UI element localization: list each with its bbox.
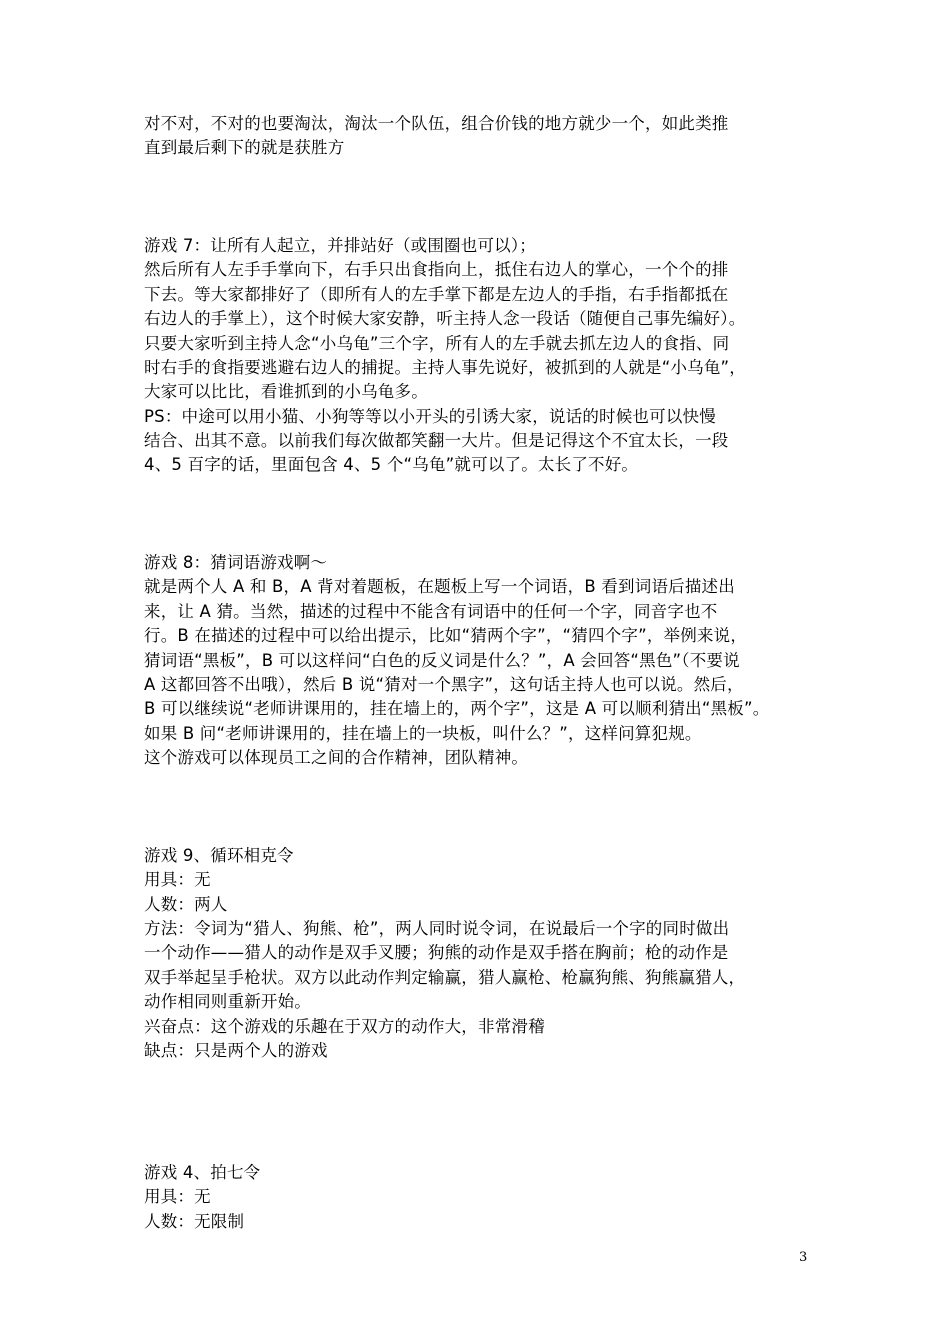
section-game-9 xyxy=(144,844,816,1064)
text-line: 就是两个人 A 和 B，A 背对着题板，在题板上写一个词语，B 看到词语后描述出 xyxy=(144,577,735,597)
text-line: 一个动作——猎人的动作是双手叉腰；狗熊的动作是双手搭在胸前；枪的动作是 xyxy=(144,943,729,963)
section-heading: 游戏 8：猜词语游戏啊～ xyxy=(144,553,328,573)
section-heading: 游戏 9、循环相克令 xyxy=(144,845,294,865)
text-line: 这个游戏可以体现员工之间的合作精神，团队精神。 xyxy=(144,748,529,768)
text-line: 下去。等大家都排好了（即所有人的左手掌下都是左边人的手指，右手指都抵在 xyxy=(144,284,729,304)
text-line: 用具：无 xyxy=(144,1187,211,1207)
text-line: 大家可以比比，看谁抓到的小乌龟多。 xyxy=(144,382,428,402)
text-line: 然后所有人左手手掌向下，右手只出食指向上，抵住右边人的掌心，一个个的排 xyxy=(144,260,729,280)
text-line: 人数：两人 xyxy=(144,894,228,914)
text-line: 4、5 百字的话，里面包含 4、5 个“乌龟”就可以了。太长了不好。 xyxy=(144,455,639,475)
spacer xyxy=(144,771,816,844)
section-game-4 xyxy=(144,1161,816,1234)
text-line: 猜词语“黑板”，B 可以这样问“白色的反义词是什么？”，A 会回答“黑色”（不要说 xyxy=(144,650,740,670)
text-line: 来，让 A 猜。当然，描述的过程中不能含有词语中的任何一个字，同音字也不 xyxy=(144,601,718,621)
text-line: 双手举起呈手枪状。双方以此动作判定输赢，猎人赢枪、枪赢狗熊、狗熊赢猎人， xyxy=(144,967,746,987)
section-heading: 游戏 4、拍七令 xyxy=(144,1162,261,1182)
section-game-8 xyxy=(144,551,816,771)
spacer xyxy=(144,1063,816,1136)
page-number: 3 xyxy=(799,1250,808,1265)
text-line: B 可以继续说“老师讲课用的，挂在墙上的，两个字”，这是 A 可以顺利猜出“黑板”。 xyxy=(144,699,770,719)
text-line: 对不对，不对的也要淘汰，淘汰一个队伍，组合价钱的地方就少一个，如此类推 xyxy=(144,114,729,133)
document-body xyxy=(144,112,816,1234)
section-heading: 游戏 7：让所有人起立，并排站好（或围圈也可以）； xyxy=(144,235,536,255)
text-line: 行。B 在描述的过程中可以给出提示，比如“猜两个字”，“猜四个字”，举例来说， xyxy=(144,626,748,646)
text-line: 如果 B 问“老师讲课用的，挂在墙上的一块板，叫什么？”，这样问算犯规。 xyxy=(144,723,702,743)
text-line: PS：中途可以用小猫、小狗等等以小开头的引诱大家，说话的时候也可以快慢 xyxy=(144,406,716,426)
section-game-7 xyxy=(144,234,816,478)
text-line: 动作相同则重新开始。 xyxy=(144,992,311,1012)
text-line: 右边人的手掌上），这个时候大家安静，听主持人念一段话（随便自己事先编好）。 xyxy=(144,309,746,329)
text-line: 人数：无限制 xyxy=(144,1211,245,1231)
paragraph-intro xyxy=(144,112,816,161)
text-line: 用具：无 xyxy=(144,870,211,890)
text-line: 缺点：只是两个人的游戏 xyxy=(144,1040,328,1060)
text-line: A 这都回答不出哦），然后 B 说“猜对一个黑字”，这句话主持人也可以说。然后， xyxy=(144,675,744,695)
spacer xyxy=(144,478,816,551)
text-line: 时右手的食指要逃避右边人的捕捉。主持人事先说好，被抓到的人就是“小乌龟”， xyxy=(144,357,746,377)
text-line: 兴奋点：这个游戏的乐趣在于双方的动作大，非常滑稽 xyxy=(144,1016,545,1036)
text-line: 方法：令词为“猎人、狗熊、枪”，两人同时说令词，在说最后一个字的同时做出 xyxy=(144,918,730,938)
text-line: 结合、出其不意。以前我们每次做都笑翻一大片。但是记得这个不宜太长，一段 xyxy=(144,431,729,451)
text-line: 只要大家听到主持人念“小乌龟”三个字，所有人的左手就去抓左边人的食指、同 xyxy=(144,333,730,353)
text-line: 直到最后剩下的就是获胜方 xyxy=(144,138,345,158)
spacer xyxy=(144,1136,816,1160)
spacer xyxy=(144,161,816,234)
